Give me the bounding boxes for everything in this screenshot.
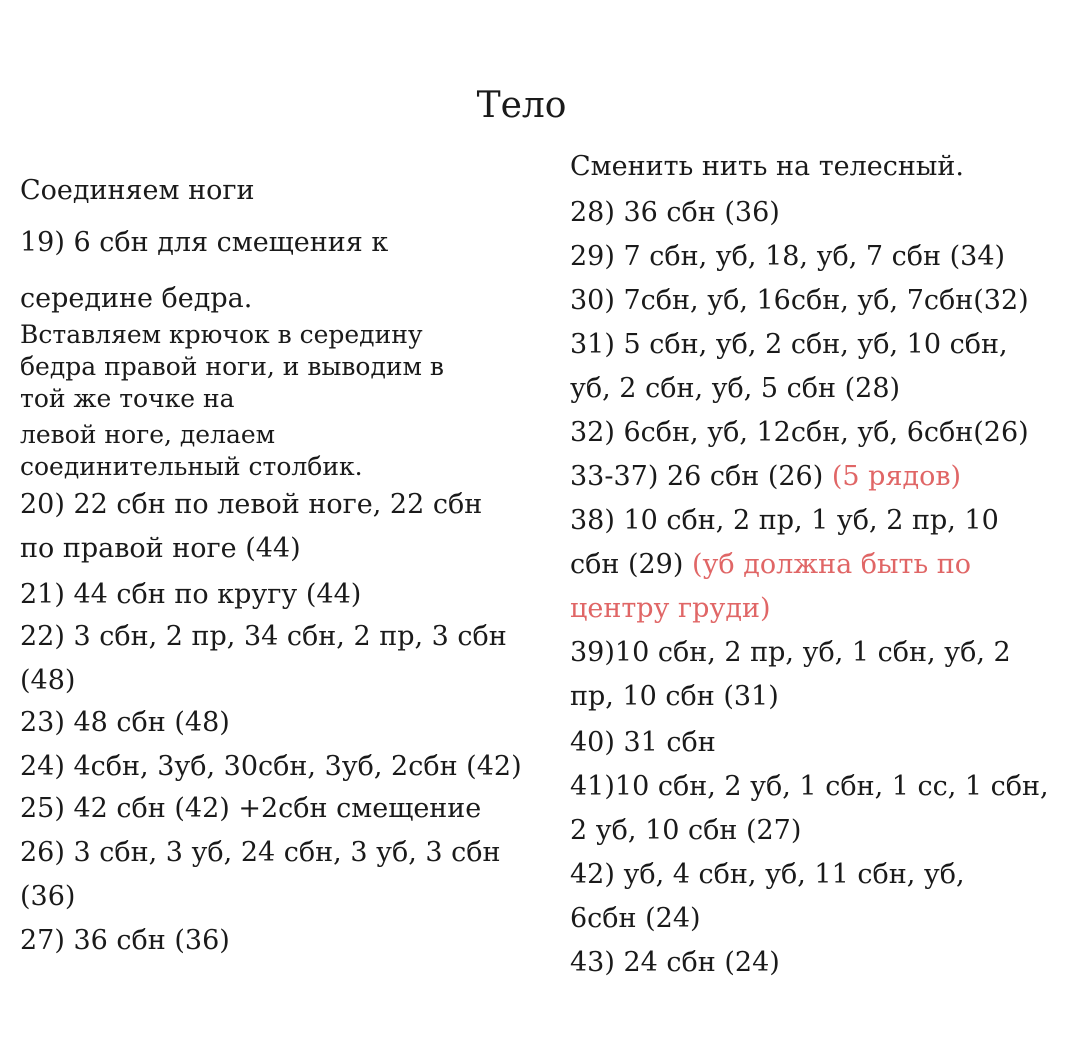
left-line: (36) <box>20 881 76 912</box>
left-line: 23) 48 сбн (48) <box>20 707 230 738</box>
right-line: 30) 7сбн, уб, 16сбн, уб, 7сбн(32) <box>570 285 1029 316</box>
row-text: сбн (29) <box>570 549 692 580</box>
right-line: 28) 36 сбн (36) <box>570 197 780 228</box>
right-line <box>570 460 961 494</box>
left-line: бедра правой ноги, и выводим в <box>20 352 444 381</box>
left-line: левой ноге, делаем <box>20 420 276 449</box>
left-line: Вставляем крючок в середину <box>20 320 423 349</box>
left-line: по правой ноге (44) <box>20 533 301 564</box>
left-line: 27) 36 сбн (36) <box>20 925 230 956</box>
left-line: середине бедра. <box>20 283 253 314</box>
left-line: 24) 4сбн, 3уб, 30сбн, 3уб, 2сбн (42) <box>20 751 522 782</box>
rows-note: (5 рядов) <box>831 461 962 492</box>
left-line: 21) 44 сбн по кругу (44) <box>20 579 362 610</box>
right-line: 29) 7 сбн, уб, 18, уб, 7 сбн (34) <box>570 241 1006 272</box>
left-line: 20) 22 сбн по левой ноге, 22 сбн <box>20 489 483 520</box>
left-line: (48) <box>20 665 76 696</box>
right-line: 6сбн (24) <box>570 903 701 934</box>
center-note: (уб должна быть по <box>691 549 971 580</box>
right-line: 39)10 сбн, 2 пр, уб, 1 сбн, уб, 2 <box>570 637 1011 668</box>
right-line: Сменить нить на телесный. <box>570 151 964 182</box>
right-line: 38) 10 сбн, 2 пр, 1 уб, 2 пр, 10 <box>570 505 999 536</box>
left-line: 25) 42 сбн (42) +2сбн смещение <box>20 793 482 824</box>
rows-text: 33-37) 26 сбн (26) <box>570 461 832 492</box>
center-note-continued: центру груди) <box>570 593 771 624</box>
left-line: Соединяем ноги <box>20 175 255 206</box>
right-line <box>570 548 971 582</box>
right-line: 31) 5 сбн, уб, 2 сбн, уб, 10 сбн, <box>570 329 1008 360</box>
left-line: той же точке на <box>20 384 235 413</box>
left-line: соединительный столбик. <box>20 452 363 481</box>
right-line: 2 уб, 10 сбн (27) <box>570 815 802 846</box>
right-line: 42) уб, 4 сбн, уб, 11 сбн, уб, <box>570 859 965 890</box>
left-line: 26) 3 сбн, 3 уб, 24 сбн, 3 уб, 3 сбн <box>20 837 501 868</box>
right-line: 43) 24 сбн (24) <box>570 947 780 978</box>
left-line: 19) 6 сбн для смещения к <box>20 227 389 258</box>
left-line: 22) 3 сбн, 2 пр, 34 сбн, 2 пр, 3 сбн <box>20 621 507 652</box>
right-line: 32) 6сбн, уб, 12сбн, уб, 6сбн(26) <box>570 417 1029 448</box>
right-line: 40) 31 сбн <box>570 727 716 758</box>
right-line: пр, 10 сбн (31) <box>570 681 779 712</box>
section-title: Тело <box>476 85 567 126</box>
right-line: 41)10 сбн, 2 уб, 1 сбн, 1 сс, 1 сбн, <box>570 771 1049 802</box>
right-line: уб, 2 сбн, уб, 5 сбн (28) <box>570 373 901 404</box>
